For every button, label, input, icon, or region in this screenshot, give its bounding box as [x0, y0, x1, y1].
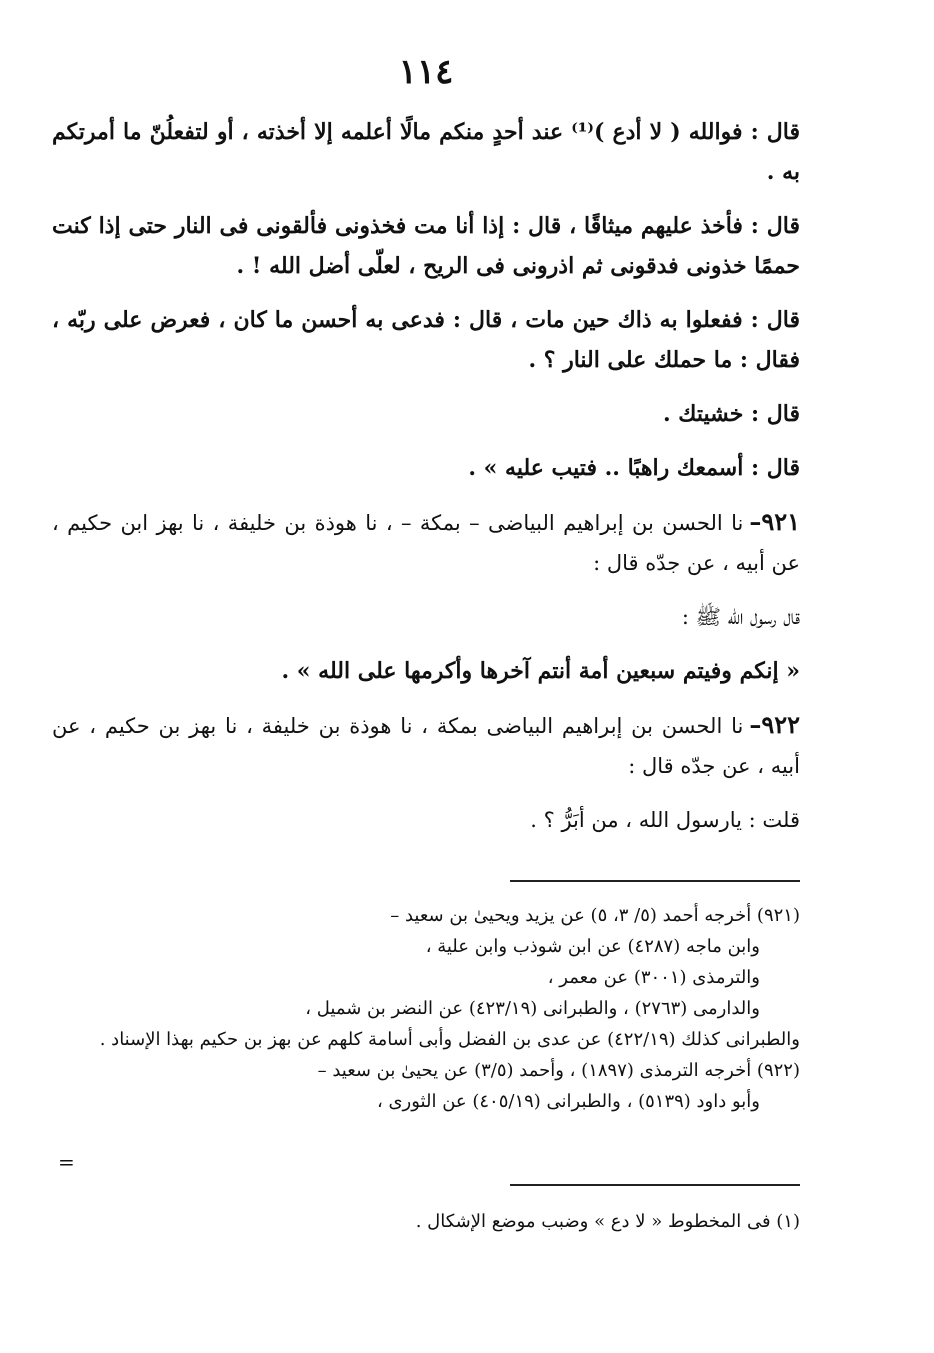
hadith-922-question: قلت : يارسول الله ، من أبَرُّ ؟ . [530, 808, 800, 832]
takhrij-922-line: (٩٢٢) أخرجه الترمذى (١٨٩٧) ، وأحمد (٣/٥) عن يحيىٰ بن سعيد – [317, 1060, 800, 1081]
hadith-921-intro: قال رسول الله ﷺ : [681, 605, 800, 629]
hadith-922-isnad [52, 705, 800, 786]
main-text [52, 112, 800, 854]
paragraph-fear: قال : خشيتك . [662, 401, 800, 427]
page-number: ١١٤ [398, 52, 454, 92]
footnote-divider [510, 1184, 800, 1186]
hadith-921-isnad [52, 502, 800, 583]
paragraph-forgiven: قال : أسمعك راهبًا .. فتيب عليه » . [468, 455, 800, 481]
hadith-921-number: ٩٢١– [749, 507, 800, 536]
hadith-921-chain: نا الحسن بن إبراهيم البياضى – بمكة – ، نا هوذة بن خليفة ، نا بهز ابن حكيم ، عن أبيه ، عن جدّه قال : [52, 511, 800, 575]
notes-divider [510, 880, 800, 882]
paragraph-vow: قال : فوالله ( لا أدع )⁽¹⁾ عند أحدٍ منكم مالًا أعلمه إلا أخذته ، أو لتفعلُنّ ما أمرتكم به . [52, 119, 800, 185]
takhrij-921-line: والترمذى (٣٠٠١) عن معمر ، [547, 967, 760, 988]
takhrij-921-line: والطبرانى كذلك (٤٢٢/١٩) عن عدى بن الفضل وأبى أسامة كلهم عن بهز بن حكيم بهذا الإسناد . [99, 1029, 800, 1050]
continuation-mark: = [58, 1150, 75, 1174]
hadith-921-matn: « إنكم وفيتم سبعين أمة أنتم آخرها وأكرمها على الله » . [281, 658, 800, 684]
hadith-922-number: ٩٢٢– [749, 710, 800, 739]
paragraph-covenant: قال : فأخذ عليهم ميثاقًا ، قال : إذا أنا مت فخذونى فألقونى فى النار حتى إذا كنت حممًا خذونى فدقونى ثم اذرونى فى الريح ، لعلّى أضل الله ! . [52, 213, 800, 279]
takhrij-921-line: (٩٢١) أخرجه أحمد (٥/ ٣، ٥) عن يزيد ويحيىٰ بن سعيد – [390, 905, 800, 926]
hadith-922-chain: نا الحسن بن إبراهيم البياضى بمكة ، نا هوذة بن خليفة ، نا بهز بن حكيم ، عن أبيه ، عن جدّه قال : [52, 714, 800, 778]
takhrij-922-line: وأبو داود (٥١٣٩) ، والطبرانى (٤٠٥/١٩) عن الثورى ، [376, 1091, 760, 1112]
paragraph-judgment: قال : ففعلوا به ذاك حين مات ، قال : فدعى به أحسن ما كان ، فعرض على ربّه ، فقال : ما حملك على النار ؟ . [52, 307, 800, 373]
takhrij-921-line: وابن ماجه (٤٢٨٧) عن ابن شوذب وابن علية ، [425, 936, 760, 957]
takhrij-921-line: والدارمى (٢٧٦٣) ، والطبرانى (٤٢٣/١٩) عن النضر بن شميل ، [305, 998, 760, 1019]
takhrij-notes [52, 900, 800, 1117]
footnote: (١) فى المخطوط « لا دع » وضبب موضع الإشكال . [415, 1211, 800, 1232]
